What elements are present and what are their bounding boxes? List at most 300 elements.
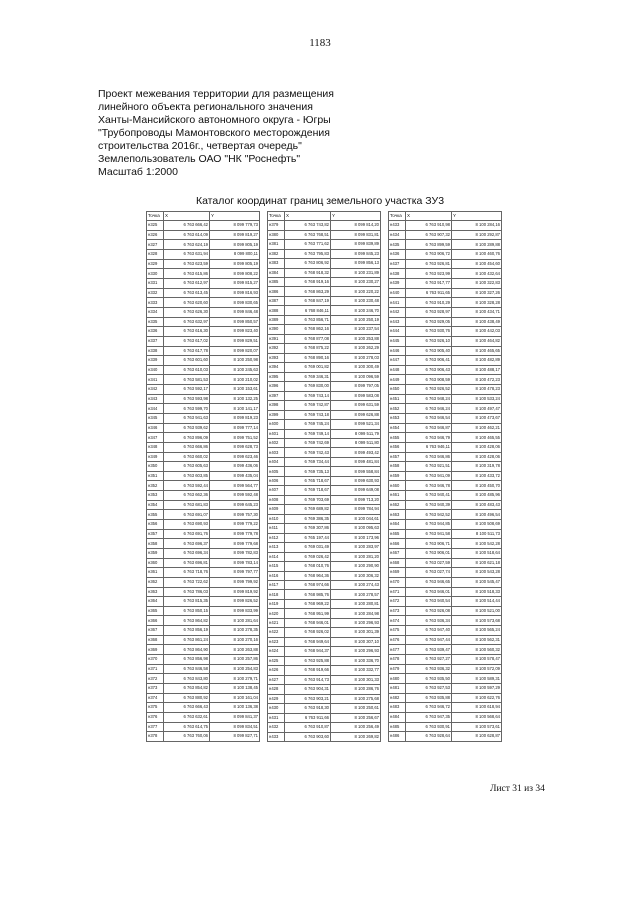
point-cell: н372 [147, 674, 164, 684]
x-cell: 6 763 854,82 [164, 683, 210, 693]
header-line: "Трубопроводы Мамонтовского месторождения [98, 127, 330, 139]
x-cell: 6 768 969,22 [285, 599, 331, 608]
y-cell: 8 100 284,98 [331, 609, 381, 618]
table-row [268, 628, 381, 637]
x-cell: 6 763 612,97 [164, 279, 210, 289]
point-cell: н390 [268, 325, 285, 334]
x-cell: 6 763 614,09 [164, 230, 210, 240]
y-cell: 8 100 269,82 [331, 732, 381, 742]
y-cell: 8 100 572,09 [452, 664, 502, 674]
table-row [268, 505, 381, 514]
x-cell: 6 763 662,36 [164, 491, 210, 501]
y-cell: 8 100 483,43 [452, 500, 502, 510]
table-row [147, 539, 260, 549]
table-row [147, 471, 260, 481]
table-row [147, 616, 260, 626]
table-row [147, 655, 260, 665]
x-cell: 6 763 718,76 [164, 568, 210, 578]
table-row [268, 391, 381, 400]
table-row [147, 327, 260, 337]
table-row [147, 365, 260, 375]
x-cell: 6 763 613,45 [164, 288, 210, 298]
table-row [389, 587, 502, 597]
y-cell: 8 100 319,78 [452, 462, 502, 472]
y-cell: 8 100 153,61 [210, 385, 260, 395]
table-row [389, 645, 502, 655]
table-row [268, 230, 381, 239]
table-row [268, 723, 381, 732]
x-cell: 6 768 918,32 [285, 268, 331, 277]
x-cell: 6 763 856,71 [285, 315, 331, 324]
x-cell: 6 763 592,17 [164, 385, 210, 395]
point-cell: н341 [147, 375, 164, 385]
y-cell: 8 099 777,14 [210, 423, 260, 433]
point-cell: н376 [147, 712, 164, 722]
point-cell: н387 [268, 296, 285, 305]
y-cell: 8 100 245,63 [210, 365, 260, 375]
x-cell: 6 763 935,88 [406, 693, 452, 703]
point-cell: н349 [147, 452, 164, 462]
point-cell: н483 [389, 703, 406, 713]
table-row [389, 529, 502, 539]
point-cell: н397 [268, 391, 285, 400]
x-cell: 6 769 745,24 [285, 420, 331, 429]
point-cell: н462 [389, 500, 406, 510]
y-cell: 8 099 628,73 [210, 442, 260, 452]
point-cell: н413 [268, 543, 285, 552]
y-cell: 8 100 573,68 [452, 616, 502, 626]
point-cell: н470 [389, 577, 406, 587]
y-cell: 8 100 533,24 [452, 394, 502, 404]
point-cell: н406 [268, 476, 285, 485]
table-row [389, 577, 502, 587]
y-cell: 8 100 286,76 [331, 685, 381, 694]
table-row [389, 664, 502, 674]
table-row [268, 240, 381, 249]
point-cell: н330 [147, 269, 164, 279]
y-cell: 8 100 281,20 [331, 552, 381, 561]
point-cell: н456 [389, 442, 406, 452]
y-cell: 8 099 819,92 [210, 587, 260, 597]
table-row [389, 674, 502, 684]
x-cell: 6 763 599,70 [164, 404, 210, 414]
point-cell: н417 [268, 581, 285, 590]
y-cell: 8 099 521,34 [331, 420, 381, 429]
x-cell: 6 763 905,40 [406, 346, 452, 356]
table-row [147, 269, 260, 279]
point-cell: н477 [389, 645, 406, 655]
point-cell: н326 [147, 230, 164, 240]
x-cell: 6 763 610,03 [164, 365, 210, 375]
y-cell: 8 100 278,03 [331, 353, 381, 362]
x-cell: 6 763 806,92 [285, 259, 331, 268]
point-cell: н333 [147, 298, 164, 308]
x-cell: 6 763 615,86 [164, 269, 210, 279]
y-cell: 8 100 280,81 [331, 599, 381, 608]
point-cell: н440 [389, 288, 406, 298]
x-cell: 6 763 927,53 [406, 683, 452, 693]
table-row [268, 457, 381, 466]
y-cell: 8 100 336,70 [331, 656, 381, 665]
table-row [389, 548, 502, 558]
x-cell: 6 769 749,14 [285, 429, 331, 438]
point-cell: н419 [268, 599, 285, 608]
point-cell: н444 [389, 327, 406, 337]
x-cell: 6 763 947,35 [406, 712, 452, 722]
point-cell: н351 [147, 471, 164, 481]
y-cell: 8 100 465,55 [452, 433, 502, 443]
table-row [389, 230, 502, 240]
table-row [268, 410, 381, 419]
point-cell: н358 [147, 539, 164, 549]
y-cell: 8 099 511,79 [331, 429, 381, 438]
table-row [389, 722, 502, 732]
y-cell: 8 100 230,27 [331, 278, 381, 287]
y-cell: 8 099 834,51 [210, 722, 260, 732]
x-cell: 6 763 946,65 [406, 577, 452, 587]
point-cell: н467 [389, 548, 406, 558]
x-cell: 6 769 735,13 [285, 467, 331, 476]
point-cell: н364 [147, 597, 164, 607]
x-cell: 6 768 890,16 [285, 353, 331, 362]
point-cell: н443 [389, 317, 406, 327]
point-cell: н459 [389, 471, 406, 481]
y-cell: 8 099 626,88 [331, 410, 381, 419]
y-cell: 8 099 757,30 [210, 510, 260, 520]
x-cell: 6 763 946,78 [406, 481, 452, 491]
y-cell: 8 100 250,19 [331, 315, 381, 324]
table-row [389, 269, 502, 279]
point-cell: н414 [268, 552, 285, 561]
table-header-row [389, 212, 502, 221]
point-cell: н432 [268, 723, 285, 732]
y-cell: 8 100 250,61 [331, 704, 381, 713]
point-cell: н442 [389, 307, 406, 317]
point-cell: н485 [389, 722, 406, 732]
x-cell: 6 763 926,52 [406, 385, 452, 395]
y-cell: 8 099 830,65 [210, 298, 260, 308]
table-row [147, 230, 260, 240]
point-cell: н469 [389, 568, 406, 578]
y-cell: 8 100 465,65 [452, 346, 502, 356]
y-cell: 8 100 253,88 [331, 334, 381, 343]
table-row [389, 423, 502, 433]
x-cell: 6 768 875,22 [285, 344, 331, 353]
x-cell: 6 763 936,32 [406, 664, 452, 674]
y-cell: 8 099 631,59 [331, 401, 381, 410]
table-row [147, 336, 260, 346]
point-cell: н367 [147, 626, 164, 636]
sheet-counter: Лист 31 из 34 [490, 784, 545, 794]
point-cell: н433 [389, 221, 406, 231]
point-cell: н439 [389, 279, 406, 289]
table-header-row [268, 212, 381, 221]
table-row [389, 462, 502, 472]
y-cell: 8 100 296,93 [331, 647, 381, 656]
y-cell: 8 100 328,28 [452, 298, 502, 308]
table-row [147, 500, 260, 510]
table-row [147, 568, 260, 578]
point-cell: н355 [147, 510, 164, 520]
table-row [268, 363, 381, 372]
y-cell: 8 100 518,64 [452, 548, 502, 558]
point-cell: н347 [147, 433, 164, 443]
x-cell: 6 763 614,75 [164, 722, 210, 732]
table-row [147, 317, 260, 327]
x-cell: 6 763 940,39 [406, 500, 452, 510]
y-cell: 8 100 460,76 [452, 250, 502, 260]
x-cell: 6 763 930,76 [406, 327, 452, 337]
x-cell: 6 763 946,54 [406, 414, 452, 424]
x-cell: 6 763 944,85 [406, 520, 452, 530]
x-cell: 6 763 946,87 [406, 423, 452, 433]
point-cell: н437 [389, 259, 406, 269]
table-row [147, 307, 260, 317]
x-cell: 6 763 899,59 [406, 240, 452, 250]
table-row [389, 307, 502, 317]
point-cell: н388 [268, 306, 285, 315]
point-cell: н425 [268, 656, 285, 665]
y-cell: 8 100 275,68 [331, 694, 381, 703]
y-cell: 8 100 173,96 [331, 533, 381, 542]
y-cell: 8 100 454,60 [452, 259, 502, 269]
table-row [147, 259, 260, 269]
point-cell: н346 [147, 423, 164, 433]
y-cell: 8 100 263,88 [210, 645, 260, 655]
x-cell: 6 763 906,43 [406, 365, 452, 375]
table-row [147, 288, 260, 298]
point-cell: н339 [147, 356, 164, 366]
y-cell: 8 100 565,24 [452, 626, 502, 636]
x-cell: 6 763 923,99 [406, 269, 452, 279]
x-cell: 6 768 985,76 [285, 590, 331, 599]
x-cell: 6 763 815,35 [164, 597, 210, 607]
point-cell: н454 [389, 423, 406, 433]
x-cell: 6 768 919,16 [285, 278, 331, 287]
point-cell: н332 [147, 288, 164, 298]
point-cell: н402 [268, 438, 285, 447]
table-row [389, 616, 502, 626]
y-cell: 8 099 797,05 [331, 382, 381, 391]
y-cell: 8 100 434,71 [452, 307, 502, 317]
point-cell: н392 [268, 344, 285, 353]
y-cell: 8 100 141,17 [210, 404, 260, 414]
table-row [268, 713, 381, 722]
x-cell: 6 763 624,19 [164, 240, 210, 250]
y-cell: 8 100 332,77 [331, 666, 381, 675]
point-cell: н401 [268, 429, 285, 438]
table-row [389, 452, 502, 462]
table-row [389, 683, 502, 693]
point-cell: н360 [147, 558, 164, 568]
point-cell: н350 [147, 462, 164, 472]
y-cell: 8 099 827,71 [210, 732, 260, 742]
y-cell: 8 100 472,23 [452, 375, 502, 385]
point-column-header: Точка [268, 212, 285, 221]
point-cell: н447 [389, 356, 406, 366]
y-cell: 8 100 450,70 [452, 481, 502, 491]
x-cell: 6 763 946,72 [406, 703, 452, 713]
x-cell: 6 763 948,24 [406, 394, 452, 404]
table-row [147, 520, 260, 530]
x-cell: 6 763 906,71 [406, 539, 452, 549]
point-cell: н421 [268, 618, 285, 627]
coordinate-table [267, 211, 381, 742]
table-row [268, 334, 381, 343]
x-cell: 6 763 906,41 [406, 356, 452, 366]
x-cell: 6 763 880,92 [164, 693, 210, 703]
x-cell: 6 763 930,91 [406, 722, 452, 732]
point-cell: н345 [147, 414, 164, 424]
x-cell: 6 763 935,50 [406, 674, 452, 684]
x-cell: 6 763 795,83 [285, 249, 331, 258]
y-cell: 8 100 307,10 [331, 637, 381, 646]
y-cell: 8 099 783,14 [210, 558, 260, 568]
x-cell: 6 763 936,34 [406, 616, 452, 626]
table-row [268, 438, 381, 447]
x-cell: 6 768 949,64 [285, 637, 331, 646]
y-cell: 8 100 306,32 [331, 571, 381, 580]
x-cell: 6 763 940,41 [406, 491, 452, 501]
y-cell: 8 100 521,00 [452, 606, 502, 616]
point-cell: н394 [268, 363, 285, 372]
table-row [268, 382, 381, 391]
y-cell: 8 100 618,94 [452, 703, 502, 713]
x-cell: 6 763 911,66 [285, 713, 331, 722]
y-cell: 8 100 290,90 [331, 562, 381, 571]
table-row [147, 404, 260, 414]
point-cell: н479 [389, 664, 406, 674]
table-row [389, 606, 502, 616]
y-cell: 8 100 300,49 [331, 363, 381, 372]
point-cell: н449 [389, 375, 406, 385]
y-cell: 8 099 797,77 [210, 568, 260, 578]
header-line: Масштаб 1:2000 [98, 166, 178, 178]
x-cell: 6 763 906,72 [406, 250, 452, 260]
table-row [268, 344, 381, 353]
x-cell: 6 763 939,62 [164, 423, 210, 433]
point-cell: н343 [147, 394, 164, 404]
table-row [389, 336, 502, 346]
y-cell: 8 100 237,54 [331, 325, 381, 334]
table-row [389, 481, 502, 491]
x-cell: 6 763 941,63 [164, 414, 210, 424]
table-row [268, 704, 381, 713]
y-cell: 8 099 779,73 [210, 221, 260, 231]
y-cell: 8 099 815,27 [210, 279, 260, 289]
point-cell: н438 [389, 269, 406, 279]
table-row [389, 346, 502, 356]
table-row [147, 683, 260, 693]
header-line: линейного объекта регионального значения [98, 101, 313, 113]
point-cell: н377 [147, 722, 164, 732]
y-cell: 8 100 628,87 [452, 732, 502, 742]
y-cell: 8 100 161,04 [210, 693, 260, 703]
y-cell: 8 099 808,22 [210, 269, 260, 279]
coordinate-tables [146, 211, 502, 742]
y-cell: 8 099 630,93 [331, 476, 381, 485]
y-cell: 8 099 805,19 [210, 240, 260, 250]
point-cell: н431 [268, 713, 285, 722]
x-cell: 6 763 946,86 [406, 452, 452, 462]
table-row [268, 685, 381, 694]
x-cell: 6 763 603,85 [164, 471, 210, 481]
catalog-title: Каталог координат границ земельного участка ЗУ3 [195, 195, 445, 207]
point-cell: н476 [389, 635, 406, 645]
y-cell: 8 099 814,20 [331, 221, 381, 230]
point-cell: н478 [389, 655, 406, 665]
x-cell: 6 763 941,58 [406, 529, 452, 539]
table-row [147, 712, 260, 722]
y-cell: 8 099 436,06 [210, 462, 260, 472]
table-row [389, 491, 502, 501]
x-cell: 6 763 927,27 [406, 655, 452, 665]
y-cell: 8 100 573,61 [452, 722, 502, 732]
table-row [147, 433, 260, 443]
x-cell: 6 763 946,01 [406, 587, 452, 597]
x-cell: 6 768 862,16 [285, 325, 331, 334]
y-cell: 8 099 820,07 [210, 346, 260, 356]
x-cell: 6 769 386,35 [285, 514, 331, 523]
x-cell: 6 763 907,32 [406, 230, 452, 240]
y-cell: 8 099 623,46 [210, 452, 260, 462]
table-row [147, 732, 260, 742]
table-row [268, 675, 381, 684]
y-cell: 8 100 508,69 [452, 520, 502, 530]
y-cell: 8 100 518,33 [452, 587, 502, 597]
y-cell: 8 099 819,27 [210, 230, 260, 240]
table-row [147, 606, 260, 616]
x-cell: 6 768 974,66 [285, 581, 331, 590]
point-cell: н353 [147, 491, 164, 501]
x-cell: 6 769 718,67 [285, 486, 331, 495]
y-cell: 8 099 829,51 [210, 336, 260, 346]
y-cell: 8 100 281,64 [210, 616, 260, 626]
y-cell: 8 099 592,48 [210, 491, 260, 501]
point-cell: н452 [389, 404, 406, 414]
table-row [389, 442, 502, 452]
table-row [389, 414, 502, 424]
point-cell: н327 [147, 240, 164, 250]
y-cell: 8 100 044,61 [331, 514, 381, 523]
y-cell: 8 100 210,02 [210, 375, 260, 385]
x-cell: 6 763 910,98 [406, 221, 452, 231]
x-cell: 6 769 743,18 [285, 410, 331, 419]
y-cell: 8 099 713,20 [331, 495, 381, 504]
point-cell: н370 [147, 655, 164, 665]
x-cell: 6 763 771,62 [285, 240, 331, 249]
table-row [147, 693, 260, 703]
point-cell: н378 [147, 732, 164, 742]
y-cell: 8 099 805,19 [210, 259, 260, 269]
table-row [147, 674, 260, 684]
point-cell: н409 [268, 505, 285, 514]
y-cell: 8 100 289,88 [452, 240, 502, 250]
table-row [268, 618, 381, 627]
point-cell: н379 [268, 221, 285, 230]
table-row [147, 442, 260, 452]
x-cell: 6 763 592,44 [164, 481, 210, 491]
table-row [389, 433, 502, 443]
table-row [268, 647, 381, 656]
x-cell: 6 763 942,52 [406, 510, 452, 520]
y-cell: 8 100 562,31 [452, 635, 502, 645]
table-row [268, 476, 381, 485]
y-cell: 8 100 096,59 [331, 372, 381, 381]
x-cell: 6 768 964,36 [285, 571, 331, 580]
x-cell: 6 763 617,02 [164, 336, 210, 346]
point-column-header: Точка [389, 212, 406, 221]
